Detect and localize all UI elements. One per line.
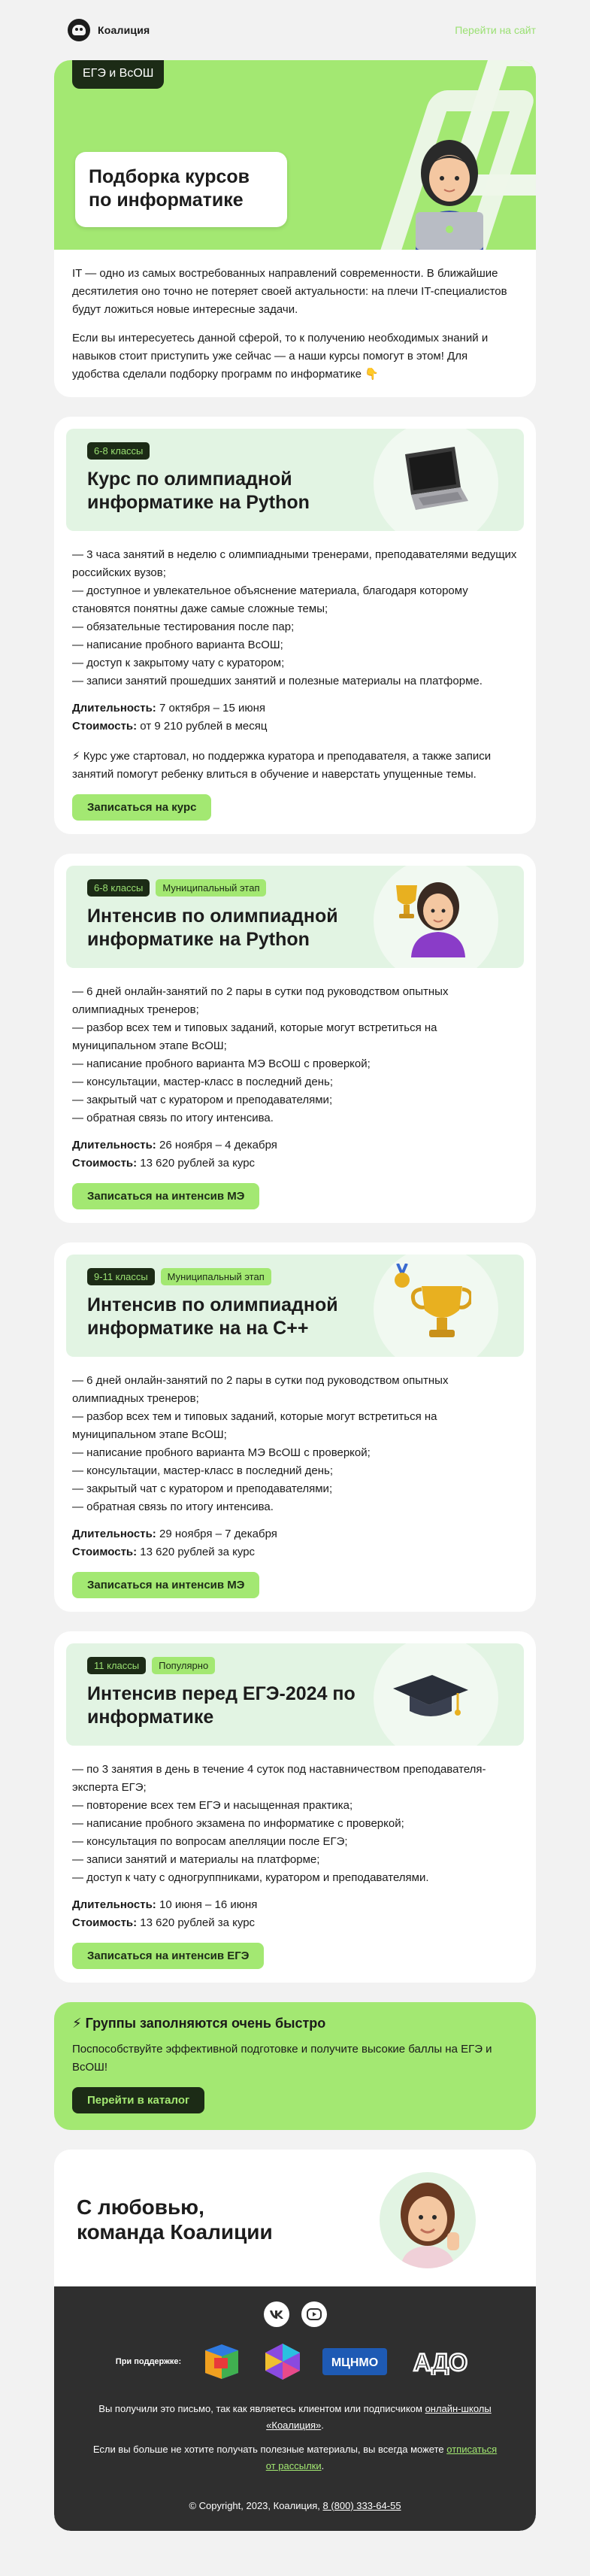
price-value: 13 620 рублей за курс [137, 1916, 256, 1929]
list-item: — консультации, мастер-класс в последний день; [72, 1076, 334, 1088]
cta-card [54, 2002, 536, 2130]
vk-icon[interactable] [264, 2301, 289, 2327]
price-label: Стоимость: [72, 1157, 138, 1170]
price-value: 13 620 рублей за курс [137, 1157, 256, 1170]
list-item: — 3 часа занятий в неделю с олимпиадными тренерами, преподавателями ведущих российских вузов; [72, 548, 517, 579]
footer-text: Вы получили это письмо, так как являетесь клиентом или подписчиком [98, 2403, 425, 2414]
footer-card [54, 2150, 536, 2531]
popular-badge: Популярно [152, 1657, 215, 1674]
badge-group [87, 442, 150, 460]
duration-label: Длительность: [72, 1139, 156, 1151]
list-item: — доступное и увлекательное объяснение материала, благодаря которому становятся понятны даже самые сложные темы; [72, 584, 468, 615]
price-row [72, 718, 518, 736]
badge-group [87, 879, 266, 897]
footer-text: . [321, 2460, 325, 2471]
stage-badge: Муниципальный этап [161, 1268, 271, 1285]
course-title: Интенсив по олимпиадной информатике на на C++ [87, 1294, 338, 1339]
course-card [54, 417, 536, 834]
grade-badge: 6-8 классы [87, 879, 150, 897]
partners-label: При поддержке: [115, 2357, 182, 2366]
avatar [380, 2172, 476, 2268]
unsubscribe-text [87, 2441, 503, 2474]
girl-with-laptop-icon [401, 137, 498, 250]
course-banner [66, 429, 524, 531]
hero-title-box [75, 152, 287, 227]
course-features-list [72, 546, 518, 690]
price-label: Стоимость: [72, 1916, 138, 1929]
stage-badge: Муниципальный этап [156, 879, 266, 897]
hero-tag: ЕГЭ и ВсОШ [72, 60, 164, 89]
youtube-icon[interactable] [301, 2301, 327, 2327]
unsubscribe-link[interactable]: отписаться от рассылки [265, 2444, 498, 2471]
list-item: — написание пробного варианта МЭ ВсОШ с проверкой; [72, 1057, 371, 1070]
copyright [72, 2500, 518, 2511]
price-value: 13 620 рублей за курс [137, 1546, 256, 1558]
course-features-list [72, 983, 518, 1127]
laptop-icon [389, 438, 471, 520]
partner-hexagon-logo-icon[interactable] [262, 2342, 303, 2381]
price-label: Стоимость: [72, 1546, 138, 1558]
badge-group [87, 1268, 271, 1285]
grade-badge: 11 классы [87, 1657, 146, 1674]
signoff-section [54, 2150, 536, 2286]
grade-badge: 6-8 классы [87, 442, 150, 460]
signoff-line: С любовью, [77, 2195, 204, 2219]
woman-thumbs-up-icon [380, 2172, 476, 2268]
list-item: — консультация по вопросам апелляции после ЕГЭ; [72, 1835, 348, 1848]
course-banner [66, 866, 524, 968]
phone-link[interactable]: 8 (800) 333-64-55 [322, 2500, 401, 2511]
course-banner [66, 1255, 524, 1357]
list-item: — обязательные тестирования после пар; [72, 620, 295, 633]
course-features-list [72, 1372, 518, 1516]
go-to-site-link[interactable]: Перейти на сайт [455, 24, 536, 36]
course-title: Интенсив по олимпиадной информатике на Python [87, 906, 338, 950]
list-item: — записи занятий и материалы на платформе; [72, 1853, 320, 1866]
list-item: — обратная связь по итогу интенсива. [72, 1112, 274, 1124]
cta-title: ⚡ Группы заполняются очень быстро [72, 2016, 326, 2031]
trophy-and-medal-icon [389, 1264, 471, 1346]
price-value: от 9 210 рублей в месяц [137, 720, 268, 733]
list-item: — написание пробного экзамена по информатике с проверкой; [72, 1817, 404, 1830]
list-item: — 6 дней онлайн-занятий по 2 пары в сутки под руководством опытных олимпиадных тренеров; [72, 1374, 449, 1405]
course-meta [72, 699, 518, 736]
course-banner [66, 1643, 524, 1746]
signoff-line: команда Коалиции [77, 2220, 273, 2244]
course-note: ⚡ Курс уже стартовал, но поддержка куратора и преподавателя, а также записи занятий помогут ребенку влиться в обучение и наверстать упущенные темы. [72, 750, 492, 781]
duration-row [72, 1896, 518, 1914]
footer [54, 2286, 536, 2531]
course-features-list [72, 1761, 518, 1887]
badge-group [87, 1657, 215, 1674]
price-row [72, 1154, 518, 1173]
hero-banner [54, 60, 536, 250]
hero-title: Подборка курсов по информатике [89, 166, 250, 211]
footer-text: Если вы больше не хотите получать полезные материалы, вы всегда можете [92, 2444, 447, 2455]
list-item: — записи занятий прошедших занятий и полезные материалы на платформе. [72, 675, 483, 687]
partner-mcnmo-text: МЦНМО [331, 2356, 379, 2369]
enroll-intensive-me-button[interactable]: Записаться на интенсив МЭ [72, 1572, 259, 1598]
enroll-intensive-ege-button[interactable]: Записаться на интенсив ЕГЭ [72, 1943, 264, 1969]
list-item: — доступ к чату с одногруппниками, куратором и преподавателями. [72, 1871, 429, 1884]
price-row [72, 1543, 518, 1561]
course-title: Курс по олимпиадной информатике на Python [87, 469, 310, 513]
enroll-course-button[interactable]: Записаться на курс [72, 794, 211, 821]
price-label: Стоимость: [72, 720, 138, 733]
course-description [66, 531, 524, 784]
list-item: — разбор всех тем и типовых заданий, которые могут встретиться на муниципальном этапе ВсОШ; [72, 1410, 437, 1441]
school-link[interactable]: онлайн-школы «Коалиция» [266, 2403, 492, 2431]
course-description [66, 1357, 524, 1561]
price-row [72, 1914, 518, 1932]
list-item: — закрытый чат с куратором и преподавателями; [72, 1094, 333, 1106]
duration-row [72, 699, 518, 718]
list-item: — обратная связь по итогу интенсива. [72, 1500, 274, 1513]
list-item: — доступ к закрытому чату с куратором; [72, 657, 285, 669]
duration-row [72, 1136, 518, 1154]
enroll-intensive-me-button[interactable]: Записаться на интенсив МЭ [72, 1183, 259, 1209]
list-item: — повторение всех тем ЕГЭ и насыщенная практика; [72, 1799, 353, 1812]
duration-label: Длительность: [72, 1528, 156, 1540]
signoff-text [77, 2195, 273, 2244]
graduation-cap-icon [389, 1652, 471, 1735]
course-description [66, 1746, 524, 1932]
ado-logo[interactable] [407, 2348, 474, 2375]
intro-paragraph: Если вы интересуетесь данной сферой, то к получению необходимых знаний и навыков стоит приступить уже сейчас — а наши курсы помогут в этом! Для удобства сделали подборку программ по информатике 👇 [72, 332, 489, 381]
duration-value: 26 ноября – 4 декабря [156, 1139, 277, 1151]
course-card [54, 1631, 536, 1983]
footer-text: . [321, 2420, 324, 2431]
partner-ado-text: АДО [413, 2349, 468, 2375]
list-item: — написание пробного варианта МЭ ВсОШ с проверкой; [72, 1446, 371, 1459]
catalog-button[interactable]: Перейти в каталог [72, 2087, 204, 2113]
intro-paragraph: IT — одно из самых востребованных направлений современности. В ближайшие десятилетия оно точно не потеряет своей актуальности: на плечи IT-специалистов будут ложиться новые интересные задачи. [72, 267, 507, 316]
partners-row [72, 2342, 518, 2381]
girl-with-trophy-icon [389, 875, 471, 957]
list-item: — консультации, мастер-класс в последний день; [72, 1464, 334, 1477]
email-header [0, 0, 590, 60]
mcnmo-logo[interactable] [322, 2348, 387, 2375]
duration-value: 10 июня – 16 июня [156, 1898, 258, 1911]
grade-badge: 9-11 классы [87, 1268, 155, 1285]
copyright-text: © Copyright, 2023, Коалиция, [189, 2500, 323, 2511]
cta-text: Поспособствуйте эффективной подготовке и получите высокие баллы на ЕГЭ и ВсОШ! [72, 2043, 492, 2074]
partner-cube-logo-icon[interactable] [201, 2343, 243, 2380]
list-item: — написание пробного варианта ВсОШ; [72, 639, 283, 651]
course-description [66, 968, 524, 1173]
duration-value: 29 ноября – 7 декабря [156, 1528, 277, 1540]
koala-logo-icon [68, 19, 90, 41]
intro-text [54, 250, 536, 397]
course-title: Интенсив перед ЕГЭ-2024 по информатике [87, 1683, 356, 1728]
intro-card [54, 60, 536, 397]
list-item: — разбор всех тем и типовых заданий, которые могут встретиться на муниципальном этапе ВсОШ; [72, 1021, 437, 1052]
logo[interactable] [68, 19, 150, 41]
list-item: — по 3 занятия в день в течение 4 суток под наставничеством преподавателя-эксперта ЕГЭ; [72, 1763, 486, 1794]
duration-label: Длительность: [72, 702, 156, 715]
course-card [54, 1242, 536, 1612]
course-meta [72, 1896, 518, 1932]
logo-text: Коалиция [98, 24, 150, 36]
list-item: — закрытый чат с куратором и преподавателями; [72, 1482, 333, 1495]
course-meta [72, 1136, 518, 1173]
course-meta [72, 1525, 518, 1561]
duration-value: 7 октября – 15 июня [156, 702, 266, 715]
course-card [54, 854, 536, 1223]
list-item: — 6 дней онлайн-занятий по 2 пары в сутки под руководством опытных олимпиадных тренеров; [72, 985, 449, 1016]
duration-row [72, 1525, 518, 1543]
subscription-reason-text [87, 2401, 503, 2434]
social-links [72, 2301, 518, 2327]
duration-label: Длительность: [72, 1898, 156, 1911]
